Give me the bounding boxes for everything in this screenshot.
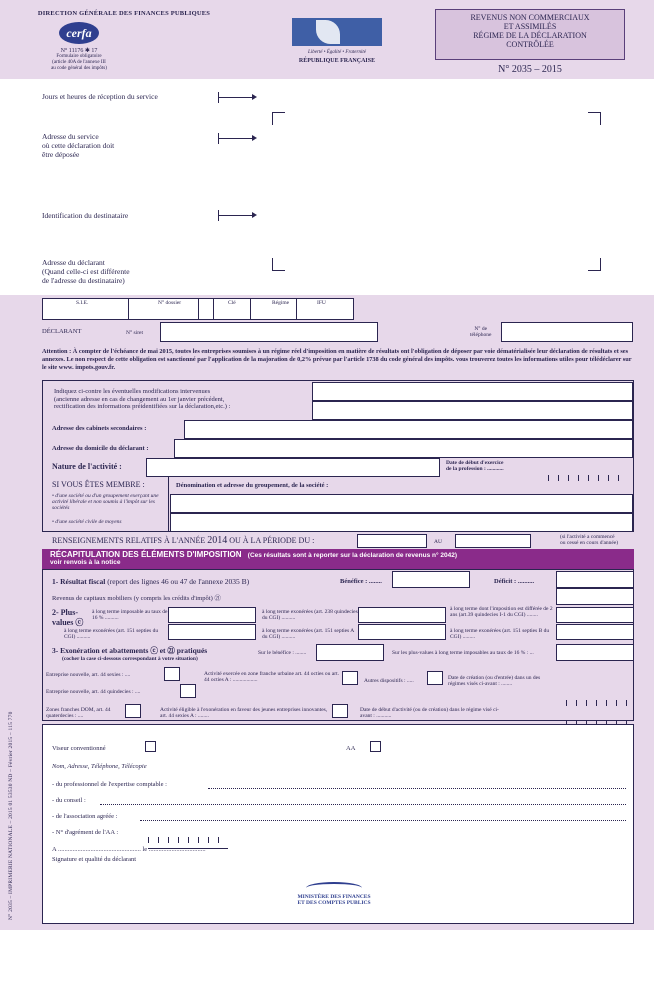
period-year: 2014 (207, 535, 228, 546)
label-line: téléphone (470, 332, 492, 338)
exo-benefice-field[interactable] (316, 644, 384, 661)
exo-checkbox-7[interactable] (332, 704, 348, 718)
cerfa-note: (article 40A de l'annexe III (52, 60, 106, 65)
domicile-label: Adresse du domicile du déclarant : (52, 445, 149, 452)
group-option-1: • d'une société ou d'un groupement exerçant une activité libérale et non soumis à l'impôt sur les sociétés (52, 493, 159, 511)
label-line: values ⓒ (52, 618, 84, 627)
period-end-field[interactable] (455, 534, 531, 548)
plus-f-label: à long terme exonérées (art. 151 septies B du CGI) ......... (450, 628, 550, 640)
plus-e-label: à long terme dont l'imposition est différée de 2 ans (art.39 quindecies I-1 du CGI) ........ (450, 606, 553, 618)
plus-e-field[interactable] (556, 607, 634, 623)
regime-label: Régime (272, 300, 290, 306)
changes-field-1[interactable] (312, 382, 633, 401)
siret-label: N° siret (126, 330, 144, 336)
plus-c-field[interactable] (358, 607, 446, 623)
reception-hours-label: Jours et heures de réception du service (42, 92, 158, 101)
exo-checkbox-2[interactable] (342, 671, 358, 685)
secondary-address-field[interactable] (184, 420, 633, 439)
divider (198, 298, 199, 320)
group-option-2: • d'une société civile de moyens (52, 519, 122, 525)
corner-mark (272, 258, 285, 271)
creation-date-ticks[interactable] (566, 693, 636, 711)
signature-label: Signature et qualité du déclarant (52, 856, 137, 863)
corner-mark (272, 112, 285, 125)
plus-f-field[interactable] (556, 624, 634, 640)
period-au-label: AU (434, 539, 442, 545)
form-title-box (435, 9, 625, 60)
cerfa-note: au code général des impôts) (51, 66, 107, 71)
plus-values-label (52, 608, 83, 628)
start-date-ticks[interactable] (548, 468, 628, 486)
benefice-field[interactable] (392, 571, 470, 588)
exo-option-7: Activité éligible à l'exonération en faveur des jeunes entreprises innovantes, art. 44 sexies A : ........ (160, 707, 328, 719)
ministry-line: MINISTÈRE DES FINANCES (297, 894, 371, 900)
label-line: Indiquez ci-contre les éventuelles modifications intervenues (54, 388, 211, 395)
divider (213, 298, 214, 320)
exo-option-3: Autres dispositifs : ..... (364, 678, 414, 684)
form-title-line: REVENUS NON COMMERCIAUX (470, 13, 590, 22)
ifu-label: IFU (317, 300, 326, 306)
arrow-icon (218, 138, 254, 139)
cerfa-number: N° 11176 ✱ 17 (60, 48, 98, 54)
dgfp-heading: DIRECTION GÉNÉRALE DES FINANCES PUBLIQUES (37, 10, 211, 17)
label-line: 2- Plus- (52, 608, 78, 617)
agrement-label: - N° d'agrément de l'AA : (52, 829, 119, 836)
phone-label (470, 326, 491, 338)
exo-option-6: Zones franches DOM, art. 44 quaterdecies : .... (46, 707, 111, 719)
label-line: rectification des informations préidentifiées sur la déclaration,etc.) : (54, 403, 231, 410)
cle-label: Clé (228, 300, 236, 306)
place-date-field[interactable]: A ................................................... le ................................... (52, 846, 206, 853)
ministry-logo (272, 894, 396, 906)
viseur-label: Viseur conventionné (52, 745, 106, 752)
period-label (52, 535, 314, 546)
recap-subtitle: (Ces résultats sont à reporter sur la déclaration de revenus n° 2042) (247, 552, 458, 559)
arrow-icon (218, 215, 254, 216)
service-address-label (42, 132, 114, 159)
deficit-label: Déficit : .......... (494, 578, 535, 585)
pro-label: - du professionnel de l'expertise comptable : (52, 781, 167, 788)
label-line: Adresse du service (42, 132, 99, 141)
changes-field-2[interactable] (312, 401, 633, 420)
ministry-emblem-icon (306, 882, 362, 894)
cerfa-note: Formulaire obligatoire (56, 54, 102, 59)
divider (128, 298, 129, 320)
phone-field[interactable] (501, 322, 633, 342)
assoc-field[interactable] (140, 820, 626, 821)
form-title-line: ET ASSIMILÉS (503, 22, 557, 31)
recap-renvois: voir renvois à la notice (50, 559, 121, 566)
result-note: (report des lignes 46 ou 47 de l'annexe 2035 B) (107, 577, 250, 586)
activity-label: Nature de l'activité : (52, 462, 122, 471)
label-line: Date de début d'exercice (446, 460, 504, 466)
exo-label: 3- Exonération et abattements ⓒ et ㉑ pratiqués (52, 646, 208, 655)
plus-a-field[interactable] (168, 607, 256, 623)
printer-note: N° 2035 – IMPRIMERIE NATIONALE – 2015 01 53530 ND – Février 2015 – 115 770 (8, 711, 14, 920)
exo-checkbox-5[interactable] (180, 684, 196, 698)
exo-plus-field[interactable] (556, 644, 634, 661)
period-text: OU À LA PÉRIODE DU : (229, 536, 315, 545)
names-label: Nom, Adresse, Téléphone, Télécopie (52, 763, 147, 770)
conseil-field[interactable] (100, 804, 626, 805)
divider (250, 298, 251, 320)
group-field-1[interactable] (170, 494, 633, 513)
form-title-line: RÉGIME DE LA DÉCLARATION (473, 31, 587, 40)
exo-checkbox-1[interactable] (164, 667, 180, 681)
plus-b-field[interactable] (168, 624, 256, 640)
period-start-field[interactable] (357, 534, 427, 548)
label-line: Adresse du déclarant (42, 258, 105, 267)
benefice-label: Bénéfice : ........ (340, 578, 382, 585)
dossier-label: N° dossier (158, 300, 182, 306)
start-date-label (446, 460, 504, 472)
label-line: (ancienne adresse en cas de changement au 1er janvier précédent, (54, 395, 225, 403)
divider (296, 298, 297, 320)
period-text: RENSEIGNEMENTS RELATIFS À L'ANNÉE (52, 536, 206, 545)
plus-a-label: à long terme imposable au taux de 16 % .......... (92, 609, 168, 621)
corner-mark (588, 258, 601, 271)
republic-motto: Liberté • Égalité • Fraternité (308, 50, 366, 55)
exo-plus-label: Sur les plus-values à long terme imposables au taux de 16 % : ... (392, 650, 534, 656)
siret-field[interactable] (160, 322, 378, 342)
label-line: N° de (474, 326, 488, 332)
exo-option-2: Activité exercée en zone franche urbaine art. 44 octies ou art. 44 octies A : .................. (204, 671, 339, 683)
assoc-label: - de l'association agréée : (52, 813, 118, 820)
recap-title (50, 550, 457, 559)
viseur-checkbox[interactable] (145, 741, 156, 752)
divider (168, 477, 169, 532)
arrow-icon (218, 97, 254, 98)
label-line: ou cessé en cours d'année) (560, 540, 619, 546)
plus-d-field[interactable] (358, 624, 446, 640)
exo-checkbox-3[interactable] (427, 671, 443, 685)
group-field-2[interactable] (170, 513, 633, 532)
activity-field[interactable] (146, 458, 440, 477)
capitaux-field[interactable] (556, 588, 634, 605)
period-note (560, 534, 618, 546)
exo-option-5: Entreprise nouvelle, art. 44 quindecies : .... (46, 689, 141, 695)
exo-option-8: Date de début d'activité (ou de création) dans le régime visé ci-avant : ........... (360, 707, 499, 719)
recap-title-text: RÉCAPITULATION DES ÉLÉMENTS D'IMPOSITION (50, 550, 242, 559)
plus-c-label: à long terme exonérées (art. 238 quindecies du CGI) .......... (262, 609, 358, 621)
changes-label (54, 388, 304, 411)
form-title-line: CONTRÔLÉE (506, 40, 554, 49)
exo-benefice-label: Sur le bénéfice : ........ (258, 650, 307, 656)
recipient-label: Identification du destinataire (42, 211, 129, 220)
aa-checkbox[interactable] (370, 741, 381, 752)
attention-notice: Attention : À compter de l'échéance de mai 2015, toutes les entreprises soumises à un régime réel d'imposition en matière de résultats ont l'obligation de déposer par voie dématérialisée leur déclaration de résultats et ses annexes. Le non respect de cette obligation est sanctionné par l'application de la majoration de 0,2% prévue par l'article 1738 du code général des impôts. vous trouverez toutes les informations utiles pour télédéclarer sur le site www. impots.gouv.fr. (42, 348, 632, 371)
pro-field[interactable] (208, 788, 626, 789)
plus-d-label: à long terme exonérées (art. 151 septies A du CGI) .......... (262, 628, 354, 640)
secondary-address-label: Adresse des cabinets secondaires : (52, 425, 147, 432)
ministry-line: ET DES COMPTES PUBLICS (297, 900, 371, 906)
result-title: 1- Résultat fiscal (52, 577, 106, 586)
exo-option-4: Date de création (ou d'entrée) dans un des régimes visés ci-avant : ........ (448, 675, 541, 687)
exo-option-1: Entreprise nouvelle, art. 44 sexies : .... (46, 672, 131, 678)
conseil-label: - du conseil : (52, 797, 86, 804)
republic-name: RÉPUBLIQUE FRANÇAISE (298, 58, 376, 64)
result-label (52, 577, 249, 586)
label-line: (si l'activité a commencé (560, 534, 615, 540)
member-label: SI VOUS ÊTES MEMBRE : (52, 480, 145, 489)
cerfa-info (14, 48, 144, 72)
declarant-address-label (42, 258, 130, 285)
cerfa-logo: cerfa (59, 22, 99, 44)
capitaux-label: Revenus de capitaux mobiliers (y compris les crédits d'impôt) ㉑ (52, 595, 221, 602)
corner-mark (588, 112, 601, 125)
declarant-label: DÉCLARANT (42, 328, 82, 335)
aa-label: AA (346, 745, 356, 752)
label-line: de l'adresse du destinataire) (42, 276, 125, 285)
exo-checkbox-6[interactable] (125, 704, 141, 718)
label-line: de la profession : ............ (446, 466, 504, 472)
domicile-field[interactable] (174, 439, 633, 458)
plus-b-label: à long terme exonérées (art. 151 septies du CGI) .......... (64, 628, 159, 640)
denomination-label: Dénomination et adresse du groupement, de la société : (176, 482, 329, 489)
label-line: où cette déclaration doit (42, 141, 115, 150)
exo-note: (cocher la case ci-dessous correspondant à votre situation) (62, 656, 198, 662)
label-line: être déposée (42, 150, 80, 159)
label-line: (Quand celle-ci est différente (42, 267, 130, 276)
deficit-field[interactable] (556, 571, 634, 588)
form-number: N° 2035 – 2015 (498, 64, 562, 75)
sie-label: S.I.E. (76, 300, 89, 306)
